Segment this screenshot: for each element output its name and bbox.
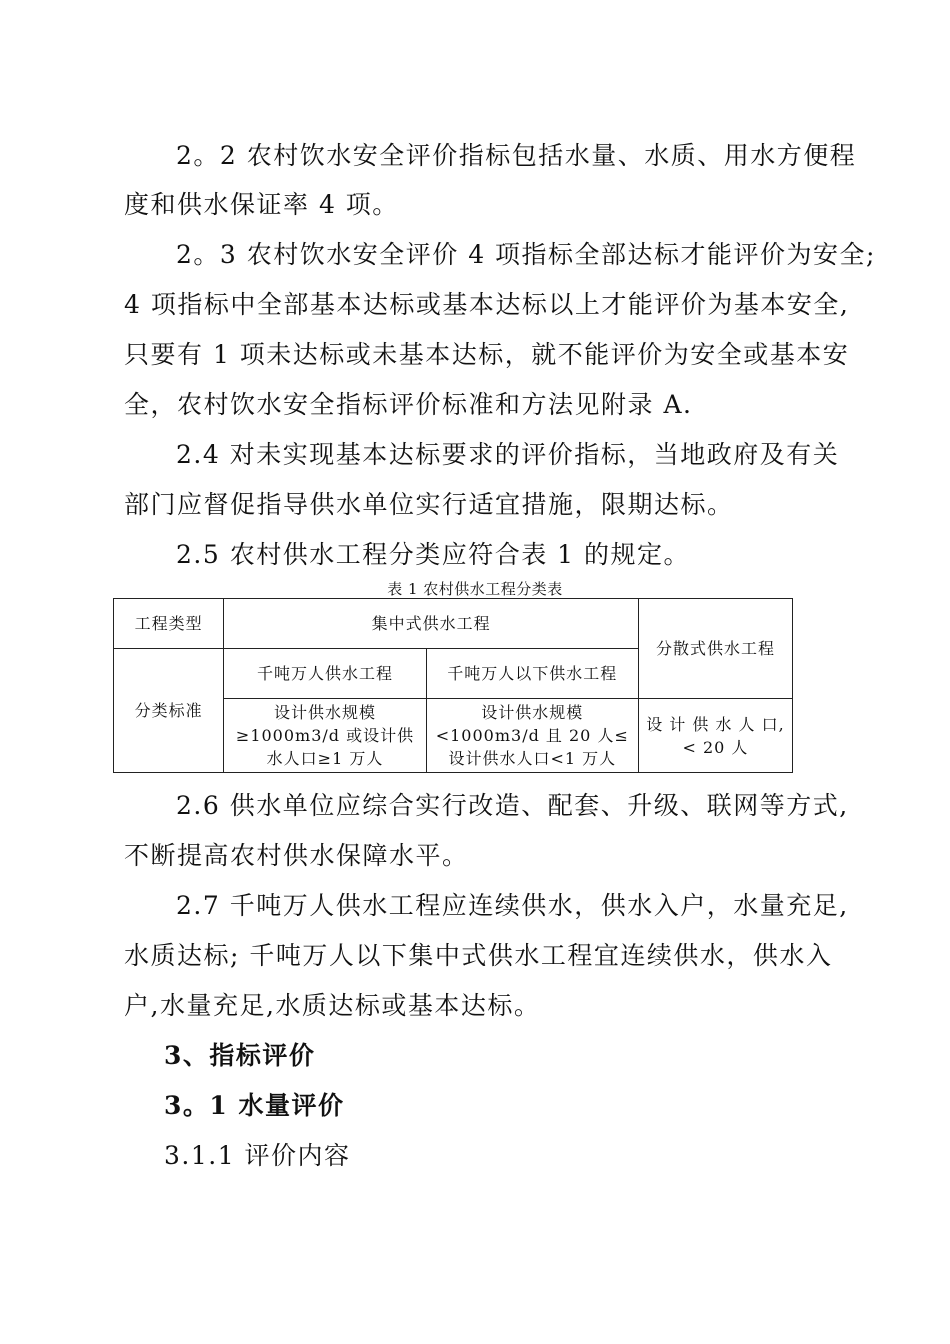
para-2-2-line1: 2。2 农村饮水安全评价指标包括水量、水质、用水方便程 <box>176 141 857 170</box>
heading-3-1-1: 3.1.1 评价内容 <box>164 1141 351 1170</box>
table-row-label: 分类标准 <box>114 649 224 773</box>
table-crit-large: 设计供水规模≥1000m3/d 或设计供水人口≥1 万人 <box>224 699 426 773</box>
classification-table <box>113 598 793 773</box>
para-2-3-line4: 全，农村饮水安全指标评价标准和方法见附录 A. <box>124 390 693 419</box>
table-header-type: 工程类型 <box>114 599 224 649</box>
heading-3: 3、指标评价 <box>164 1041 316 1070</box>
para-2-4-line2: 部门应督促指导供水单位实行适宜措施，限期达标。 <box>124 490 734 519</box>
para-2-6-line1: 2.6 供水单位应综合实行改造、配套、升级、联网等方式, <box>176 791 849 820</box>
para-2-4-line1: 2.4 对未实现基本达标要求的评价指标，当地政府及有关 <box>176 440 840 469</box>
table-crit-dispersed: 设 计 供 水 人 口, < 20 人 <box>638 699 792 773</box>
table-sub-small: 千吨万人以下供水工程 <box>426 649 638 699</box>
para-2-3-line3: 只要有 1 项未达标或未基本达标，就不能评价为安全或基本安 <box>124 340 850 369</box>
table-sub-large: 千吨万人供水工程 <box>224 649 426 699</box>
para-2-3-line2: 4 项指标中全部基本达标或基本达标以上才能评价为基本安全, <box>124 290 850 319</box>
para-2-6-line2: 不断提高农村供水保障水平。 <box>124 841 469 870</box>
table-caption: 表 1 农村供水工程分类表 <box>387 580 563 598</box>
table-header-dispersed: 分散式供水工程 <box>638 599 792 699</box>
para-2-5-line1: 2.5 农村供水工程分类应符合表 1 的规定。 <box>176 540 691 569</box>
para-2-7-line2: 水质达标; 千吨万人以下集中式供水工程宜连续供水，供水入 <box>124 941 833 970</box>
para-2-2-line2: 度和供水保证率 4 项。 <box>124 190 399 219</box>
para-2-7-line1: 2.7 千吨万人供水工程应连续供水，供水入户，水量充足, <box>176 891 849 920</box>
para-2-3-line1: 2。3 农村饮水安全评价 4 项指标全部达标才能评价为安全; <box>176 240 876 269</box>
heading-3-1: 3。1 水量评价 <box>164 1091 345 1120</box>
table-crit-small: 设计供水规模<1000m3/d 且 20 人≤设计供水人口<1 万人 <box>426 699 638 773</box>
table-header-centralized: 集中式供水工程 <box>224 599 639 649</box>
para-2-7-line3: 户,水量充足,水质达标或基本达标。 <box>124 991 541 1020</box>
